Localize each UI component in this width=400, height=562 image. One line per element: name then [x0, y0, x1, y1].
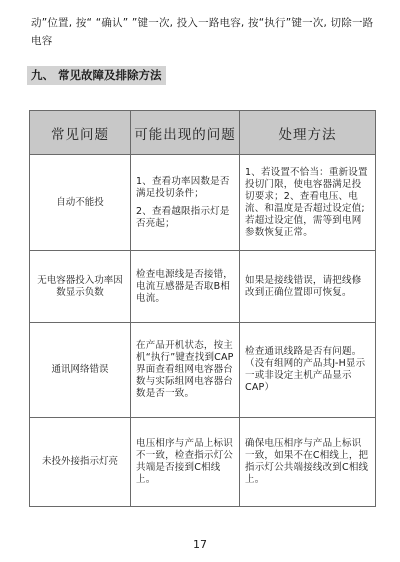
cause-cell: 在产品开机状态，按主机“执行”键查找到CAP界面查看组网电容器台数与实际组网电容器台数是否一致。 — [131, 323, 240, 418]
page-number: 17 — [193, 538, 207, 551]
problem-cell: 无电容器投入功率因数显示负数 — [30, 251, 131, 323]
table-row — [30, 251, 376, 323]
table-row — [30, 155, 376, 251]
table-header-row — [30, 111, 376, 155]
remedy-cell: 确保电压相序与产品上标识一致，如果不在C相线上，把指示灯公共端接线改到C相线上。 — [240, 418, 376, 507]
intro-paragraph: 动”位置, 按“ “确认” ”键一次, 投入一路电容, 按“执行”键一次, 切除一路电容 — [31, 17, 374, 47]
table-row — [30, 418, 376, 507]
problem-cell: 自动不能投 — [30, 155, 131, 251]
cause-item: 2、查看越限指示灯是否亮起； — [136, 205, 230, 229]
troubleshooting-table — [29, 110, 376, 507]
header-possible-cause: 可能出现的问题 — [131, 111, 240, 155]
section-title: 九、 常见故障及排除方法 — [31, 68, 162, 82]
remedy-cell: 如果是接线错误，请把线修改到正确位置即可恢复。 — [240, 251, 376, 323]
cause-cell: 检查电源线是否接错，电流互感器是否取B相电流。 — [131, 251, 240, 323]
cause-cell — [131, 155, 240, 251]
cause-item: 1、查看功率因数是否满足投切条件； — [136, 175, 230, 199]
remedy-cell: 检查通讯线路是否有问题。（没有组网的产品其J-H显示一或非设定主机产品显示CAP） — [240, 323, 376, 418]
remedy-cell: 1、若设置不恰当：重新设置投切门限，使电容器满足投切要求；2、查看电压、电流、和温度是否超过设定值;若超过设定值，需等到电网参数恢复正常。 — [240, 155, 376, 251]
problem-cell: 未投外接指示灯亮 — [30, 418, 131, 507]
problem-cell: 通讯网络错误 — [30, 323, 131, 418]
header-common-problem: 常见问题 — [30, 111, 131, 155]
table-row — [30, 323, 376, 418]
cause-cell: 电压相序与产品上标识不一致，检查指示灯公共端是否接到C相线上。 — [131, 418, 240, 507]
header-solution: 处理方法 — [240, 111, 376, 155]
